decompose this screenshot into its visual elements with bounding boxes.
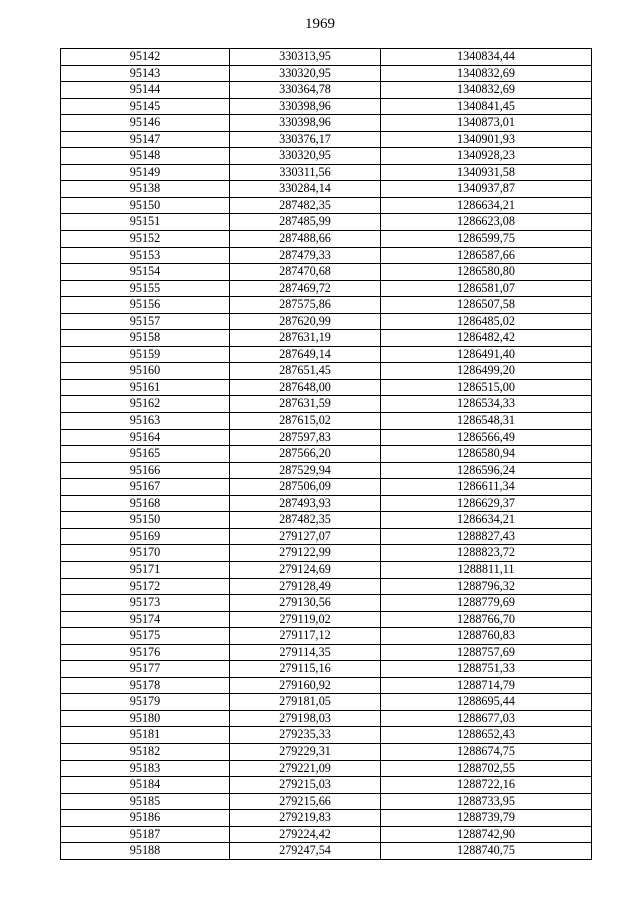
y-coordinate-cell: 1288722,16 xyxy=(381,777,592,794)
x-coordinate-cell: 287575,86 xyxy=(230,297,381,314)
x-coordinate-cell: 330311,56 xyxy=(230,164,381,181)
point-number-cell: 95157 xyxy=(61,313,230,330)
x-coordinate-cell: 287469,72 xyxy=(230,280,381,297)
x-coordinate-cell: 279122,99 xyxy=(230,545,381,562)
table-row xyxy=(61,396,592,413)
x-coordinate-cell: 330364,78 xyxy=(230,82,381,99)
x-coordinate-cell: 279128,49 xyxy=(230,578,381,595)
coordinates-table-body xyxy=(61,49,592,860)
x-coordinate-cell: 287479,33 xyxy=(230,247,381,264)
x-coordinate-cell: 287597,83 xyxy=(230,429,381,446)
point-number-cell: 95167 xyxy=(61,479,230,496)
point-number-cell: 95175 xyxy=(61,628,230,645)
table-row xyxy=(61,264,592,281)
y-coordinate-cell: 1286515,00 xyxy=(381,379,592,396)
x-coordinate-cell: 279229,31 xyxy=(230,743,381,760)
table-row xyxy=(61,379,592,396)
y-coordinate-cell: 1288652,43 xyxy=(381,727,592,744)
table-row xyxy=(61,677,592,694)
y-coordinate-cell: 1288823,72 xyxy=(381,545,592,562)
x-coordinate-cell: 287470,68 xyxy=(230,264,381,281)
point-number-cell: 95179 xyxy=(61,694,230,711)
table-row xyxy=(61,743,592,760)
table-row xyxy=(61,197,592,214)
table-row xyxy=(61,65,592,82)
point-number-cell: 95177 xyxy=(61,661,230,678)
point-number-cell: 95138 xyxy=(61,181,230,198)
y-coordinate-cell: 1288733,95 xyxy=(381,793,592,810)
table-row xyxy=(61,512,592,529)
x-coordinate-cell: 287649,14 xyxy=(230,346,381,363)
point-number-cell: 95154 xyxy=(61,264,230,281)
point-number-cell: 95173 xyxy=(61,595,230,612)
table-row xyxy=(61,578,592,595)
x-coordinate-cell: 279124,69 xyxy=(230,561,381,578)
x-coordinate-cell: 287506,09 xyxy=(230,479,381,496)
x-coordinate-cell: 287485,99 xyxy=(230,214,381,231)
table-row xyxy=(61,479,592,496)
point-number-cell: 95158 xyxy=(61,330,230,347)
table-row xyxy=(61,280,592,297)
y-coordinate-cell: 1288677,03 xyxy=(381,710,592,727)
x-coordinate-cell: 279119,02 xyxy=(230,611,381,628)
y-coordinate-cell: 1286581,07 xyxy=(381,280,592,297)
table-row xyxy=(61,429,592,446)
y-coordinate-cell: 1340841,45 xyxy=(381,98,592,115)
table-row xyxy=(61,661,592,678)
point-number-cell: 95142 xyxy=(61,49,230,66)
table-row xyxy=(61,826,592,843)
point-number-cell: 95184 xyxy=(61,777,230,794)
point-number-cell: 95182 xyxy=(61,743,230,760)
y-coordinate-cell: 1286580,80 xyxy=(381,264,592,281)
point-number-cell: 95152 xyxy=(61,231,230,248)
point-number-cell: 95147 xyxy=(61,131,230,148)
x-coordinate-cell: 330320,95 xyxy=(230,65,381,82)
x-coordinate-cell: 287488,66 xyxy=(230,231,381,248)
x-coordinate-cell: 287482,35 xyxy=(230,512,381,529)
y-coordinate-cell: 1340834,44 xyxy=(381,49,592,66)
table-row xyxy=(61,446,592,463)
y-coordinate-cell: 1288811,11 xyxy=(381,561,592,578)
y-coordinate-cell: 1286499,20 xyxy=(381,363,592,380)
page-number: 1969 xyxy=(305,16,335,32)
y-coordinate-cell: 1286634,21 xyxy=(381,512,592,529)
table-row xyxy=(61,545,592,562)
point-number-cell: 95188 xyxy=(61,843,230,860)
point-number-cell: 95143 xyxy=(61,65,230,82)
y-coordinate-cell: 1286566,49 xyxy=(381,429,592,446)
x-coordinate-cell: 279117,12 xyxy=(230,628,381,645)
table-row xyxy=(61,131,592,148)
y-coordinate-cell: 1286482,42 xyxy=(381,330,592,347)
x-coordinate-cell: 279224,42 xyxy=(230,826,381,843)
table-row xyxy=(61,231,592,248)
table-row xyxy=(61,694,592,711)
y-coordinate-cell: 1288740,75 xyxy=(381,843,592,860)
x-coordinate-cell: 279215,66 xyxy=(230,793,381,810)
y-coordinate-cell: 1340937,87 xyxy=(381,181,592,198)
y-coordinate-cell: 1340901,93 xyxy=(381,131,592,148)
table-row xyxy=(61,760,592,777)
y-coordinate-cell: 1286534,33 xyxy=(381,396,592,413)
point-number-cell: 95144 xyxy=(61,82,230,99)
y-coordinate-cell: 1286580,94 xyxy=(381,446,592,463)
table-row xyxy=(61,413,592,430)
table-row xyxy=(61,346,592,363)
y-coordinate-cell: 1286596,24 xyxy=(381,462,592,479)
y-coordinate-cell: 1288739,79 xyxy=(381,810,592,827)
x-coordinate-cell: 287631,59 xyxy=(230,396,381,413)
table-row xyxy=(61,710,592,727)
x-coordinate-cell: 330313,95 xyxy=(230,49,381,66)
point-number-cell: 95180 xyxy=(61,710,230,727)
point-number-cell: 95169 xyxy=(61,528,230,545)
y-coordinate-cell: 1340832,69 xyxy=(381,65,592,82)
x-coordinate-cell: 287482,35 xyxy=(230,197,381,214)
table-row xyxy=(61,181,592,198)
point-number-cell: 95178 xyxy=(61,677,230,694)
table-row xyxy=(61,98,592,115)
point-number-cell: 95146 xyxy=(61,115,230,132)
table-row xyxy=(61,49,592,66)
y-coordinate-cell: 1286507,58 xyxy=(381,297,592,314)
point-number-cell: 95153 xyxy=(61,247,230,264)
x-coordinate-cell: 287529,94 xyxy=(230,462,381,479)
table-row xyxy=(61,164,592,181)
point-number-cell: 95183 xyxy=(61,760,230,777)
table-row xyxy=(61,247,592,264)
y-coordinate-cell: 1340928,23 xyxy=(381,148,592,165)
point-number-cell: 95166 xyxy=(61,462,230,479)
point-number-cell: 95172 xyxy=(61,578,230,595)
x-coordinate-cell: 287651,45 xyxy=(230,363,381,380)
table-row xyxy=(61,595,592,612)
x-coordinate-cell: 279198,03 xyxy=(230,710,381,727)
point-number-cell: 95176 xyxy=(61,644,230,661)
table-row xyxy=(61,561,592,578)
point-number-cell: 95170 xyxy=(61,545,230,562)
point-number-cell: 95163 xyxy=(61,413,230,430)
x-coordinate-cell: 330398,96 xyxy=(230,115,381,132)
table-row xyxy=(61,628,592,645)
point-number-cell: 95159 xyxy=(61,346,230,363)
table-row xyxy=(61,115,592,132)
y-coordinate-cell: 1288742,90 xyxy=(381,826,592,843)
table-row xyxy=(61,495,592,512)
point-number-cell: 95187 xyxy=(61,826,230,843)
y-coordinate-cell: 1286634,21 xyxy=(381,197,592,214)
table-row xyxy=(61,611,592,628)
table-row xyxy=(61,297,592,314)
point-number-cell: 95168 xyxy=(61,495,230,512)
coordinates-table xyxy=(60,48,592,860)
x-coordinate-cell: 279114,35 xyxy=(230,644,381,661)
y-coordinate-cell: 1340931,58 xyxy=(381,164,592,181)
y-coordinate-cell: 1288702,55 xyxy=(381,760,592,777)
y-coordinate-cell: 1286548,31 xyxy=(381,413,592,430)
point-number-cell: 95149 xyxy=(61,164,230,181)
y-coordinate-cell: 1286623,08 xyxy=(381,214,592,231)
point-number-cell: 95162 xyxy=(61,396,230,413)
point-number-cell: 95151 xyxy=(61,214,230,231)
point-number-cell: 95148 xyxy=(61,148,230,165)
x-coordinate-cell: 287620,99 xyxy=(230,313,381,330)
y-coordinate-cell: 1288779,69 xyxy=(381,595,592,612)
y-coordinate-cell: 1286611,34 xyxy=(381,479,592,496)
point-number-cell: 95165 xyxy=(61,446,230,463)
x-coordinate-cell: 287566,20 xyxy=(230,446,381,463)
table-row xyxy=(61,313,592,330)
table-row xyxy=(61,843,592,860)
point-number-cell: 95155 xyxy=(61,280,230,297)
y-coordinate-cell: 1288674,75 xyxy=(381,743,592,760)
point-number-cell: 95186 xyxy=(61,810,230,827)
point-number-cell: 95150 xyxy=(61,197,230,214)
x-coordinate-cell: 279181,05 xyxy=(230,694,381,711)
y-coordinate-cell: 1288827,43 xyxy=(381,528,592,545)
y-coordinate-cell: 1288760,83 xyxy=(381,628,592,645)
table-row xyxy=(61,82,592,99)
x-coordinate-cell: 279215,03 xyxy=(230,777,381,794)
x-coordinate-cell: 279219,83 xyxy=(230,810,381,827)
point-number-cell: 95156 xyxy=(61,297,230,314)
x-coordinate-cell: 279130,56 xyxy=(230,595,381,612)
x-coordinate-cell: 330376,17 xyxy=(230,131,381,148)
table-row xyxy=(61,363,592,380)
point-number-cell: 95150 xyxy=(61,512,230,529)
y-coordinate-cell: 1288714,79 xyxy=(381,677,592,694)
point-number-cell: 95164 xyxy=(61,429,230,446)
table-row xyxy=(61,793,592,810)
y-coordinate-cell: 1288796,32 xyxy=(381,578,592,595)
x-coordinate-cell: 279235,33 xyxy=(230,727,381,744)
x-coordinate-cell: 279160,92 xyxy=(230,677,381,694)
x-coordinate-cell: 287615,02 xyxy=(230,413,381,430)
y-coordinate-cell: 1340832,69 xyxy=(381,82,592,99)
point-number-cell: 95185 xyxy=(61,793,230,810)
point-number-cell: 95181 xyxy=(61,727,230,744)
x-coordinate-cell: 279221,09 xyxy=(230,760,381,777)
point-number-cell: 95171 xyxy=(61,561,230,578)
point-number-cell: 95145 xyxy=(61,98,230,115)
x-coordinate-cell: 287648,00 xyxy=(230,379,381,396)
table-row xyxy=(61,727,592,744)
y-coordinate-cell: 1288751,33 xyxy=(381,661,592,678)
table-row xyxy=(61,777,592,794)
point-number-cell: 95161 xyxy=(61,379,230,396)
y-coordinate-cell: 1286629,37 xyxy=(381,495,592,512)
table-row xyxy=(61,330,592,347)
table-row xyxy=(61,148,592,165)
table-row xyxy=(61,528,592,545)
table-row xyxy=(61,462,592,479)
y-coordinate-cell: 1340873,01 xyxy=(381,115,592,132)
point-number-cell: 95174 xyxy=(61,611,230,628)
y-coordinate-cell: 1288757,69 xyxy=(381,644,592,661)
y-coordinate-cell: 1288695,44 xyxy=(381,694,592,711)
y-coordinate-cell: 1286587,66 xyxy=(381,247,592,264)
table-row xyxy=(61,810,592,827)
x-coordinate-cell: 279127,07 xyxy=(230,528,381,545)
y-coordinate-cell: 1286491,40 xyxy=(381,346,592,363)
x-coordinate-cell: 287631,19 xyxy=(230,330,381,347)
x-coordinate-cell: 330284,14 xyxy=(230,181,381,198)
x-coordinate-cell: 279247,54 xyxy=(230,843,381,860)
table-row xyxy=(61,214,592,231)
y-coordinate-cell: 1286599,75 xyxy=(381,231,592,248)
x-coordinate-cell: 330320,95 xyxy=(230,148,381,165)
table-row xyxy=(61,644,592,661)
x-coordinate-cell: 279115,16 xyxy=(230,661,381,678)
y-coordinate-cell: 1288766,70 xyxy=(381,611,592,628)
y-coordinate-cell: 1286485,02 xyxy=(381,313,592,330)
x-coordinate-cell: 330398,96 xyxy=(230,98,381,115)
point-number-cell: 95160 xyxy=(61,363,230,380)
x-coordinate-cell: 287493,93 xyxy=(230,495,381,512)
